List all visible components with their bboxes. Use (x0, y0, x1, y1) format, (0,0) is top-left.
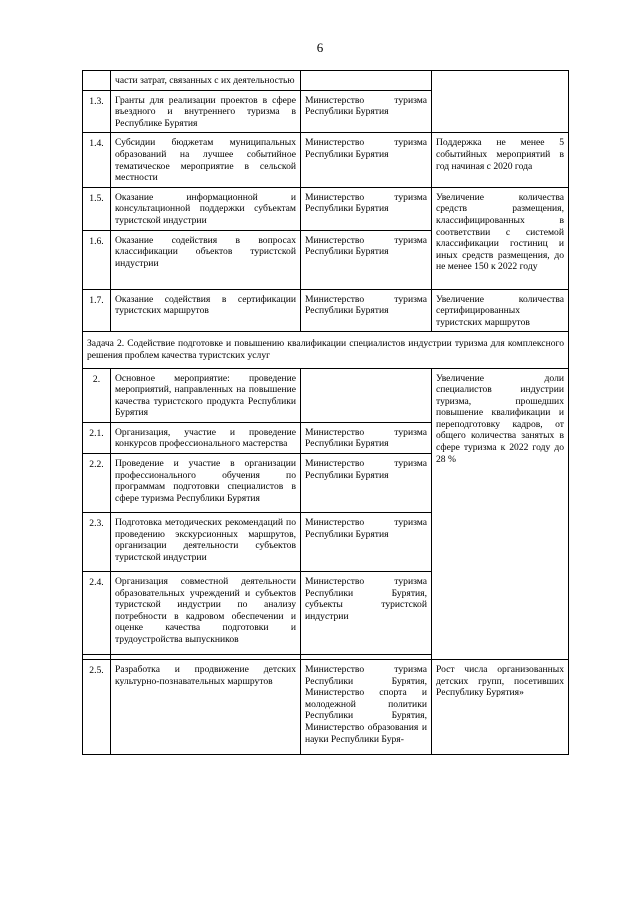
row-number: 2. (83, 368, 111, 422)
table-row (83, 660, 569, 755)
executor: Министерство туризма Республики Бурятия, Министерство спорта и молодежной политики Республики Бурятия, Министерство образования и науки Республики Буря- (301, 660, 432, 755)
result: Увеличение доли специалистов индустрии туризма, прошедших повышение квалификации и переподготовку кадров, от общего количества занятых в сфере туризма к 2022 году до 28 % (432, 368, 569, 660)
row-number: 1.7. (83, 289, 111, 332)
measure-text: Разработка и продвижение детских культурно-познавательных маршрутов (111, 660, 301, 755)
result: Рост числа организованных детских групп, посетивших Республику Бурятия» (432, 660, 569, 755)
page-number: 6 (316, 40, 324, 55)
row-number: 1.5. (83, 187, 111, 230)
row-number: 1.4. (83, 133, 111, 187)
measure-text: Подготовка методических рекомендаций по проведению экскурсионных маршрутов, организации деятельности субъектов туристской индустрии (111, 513, 301, 572)
measure-text: части затрат, связанных с их деятельностью (111, 71, 301, 91)
executor: Министерство туризма Республики Бурятия (301, 454, 432, 513)
result: Поддержка не менее 5 событийных мероприятий в год начиная с 2020 года (432, 133, 569, 187)
table-row (83, 71, 569, 91)
result: Увеличение количества средств размещения, классифицированных в соответствии с системой классификации гостиниц и иных средств размещения, до не менее 150 к 2022 году (432, 187, 569, 289)
measures-table (82, 70, 569, 755)
row-number: 2.5. (83, 660, 111, 755)
row-number: 2.3. (83, 513, 111, 572)
result (432, 71, 569, 133)
executor (301, 368, 432, 422)
executor: Министерство туризма Республики Бурятия (301, 422, 432, 453)
measure-text: Оказание содействия в вопросах классификации объектов туристской индустрии (111, 230, 301, 289)
row-number: 1.6. (83, 230, 111, 289)
executor: Министерство туризма Республики Бурятия (301, 289, 432, 332)
row-number: 1.3. (83, 90, 111, 133)
measure-text: Основное мероприятие: проведение мероприятий, направленных на повышение качества туристского продукта Республики Бурятия (111, 368, 301, 422)
measure-text: Оказание содействия в сертификации туристских маршрутов (111, 289, 301, 332)
executor: Министерство туризма Республики Бурятия (301, 90, 432, 133)
table-row (83, 289, 569, 332)
executor: Министерство туризма Республики Бурятия (301, 513, 432, 572)
measure-text: Оказание информационной и консультационной поддержки субъектам туристской индустрии (111, 187, 301, 230)
executor (301, 71, 432, 91)
measure-text: Гранты для реализации проектов в сфере въездного и внутреннего туризма в Республике Бурятия (111, 90, 301, 133)
row-number: 2.2. (83, 454, 111, 513)
executor: Министерство туризма Республики Бурятия (301, 133, 432, 187)
table-row (83, 187, 569, 230)
executor: Министерство туризма Республики Бурятия (301, 230, 432, 289)
measure-text: Проведение и участие в организации профессионального обучения по программам подготовки специалистов в сфере туризма Республики Бурятия (111, 454, 301, 513)
row-number: 2.4. (83, 572, 111, 655)
result: Увеличение количества сертифицированных туристских маршрутов (432, 289, 569, 332)
measure-text: Организация, участие и проведение конкурсов профессионального мастерства (111, 422, 301, 453)
task-row (83, 332, 569, 368)
measure-text: Субсидии бюджетам муниципальных образований на лучшее событийное тематическое мероприятие в сельской местности (111, 133, 301, 187)
table-row (83, 133, 569, 187)
task-heading: Задача 2. Содействие подготовке и повышению квалификации специалистов индустрии туризма для комплексного решения проблем качества туристских услуг (83, 332, 569, 368)
table-row (83, 368, 569, 422)
measure-text: Организация совместной деятельности образовательных учреждений и субъектов туристской индустрии по анализу потребности в кадровом обеспечении и оценке качества подготовки и трудоустройства выпускников (111, 572, 301, 655)
row-number (83, 71, 111, 91)
row-number: 2.1. (83, 422, 111, 453)
executor: Министерство туризма Республики Бурятия, субъекты туристской индустрии (301, 572, 432, 655)
executor: Министерство туризма Республики Бурятия (301, 187, 432, 230)
